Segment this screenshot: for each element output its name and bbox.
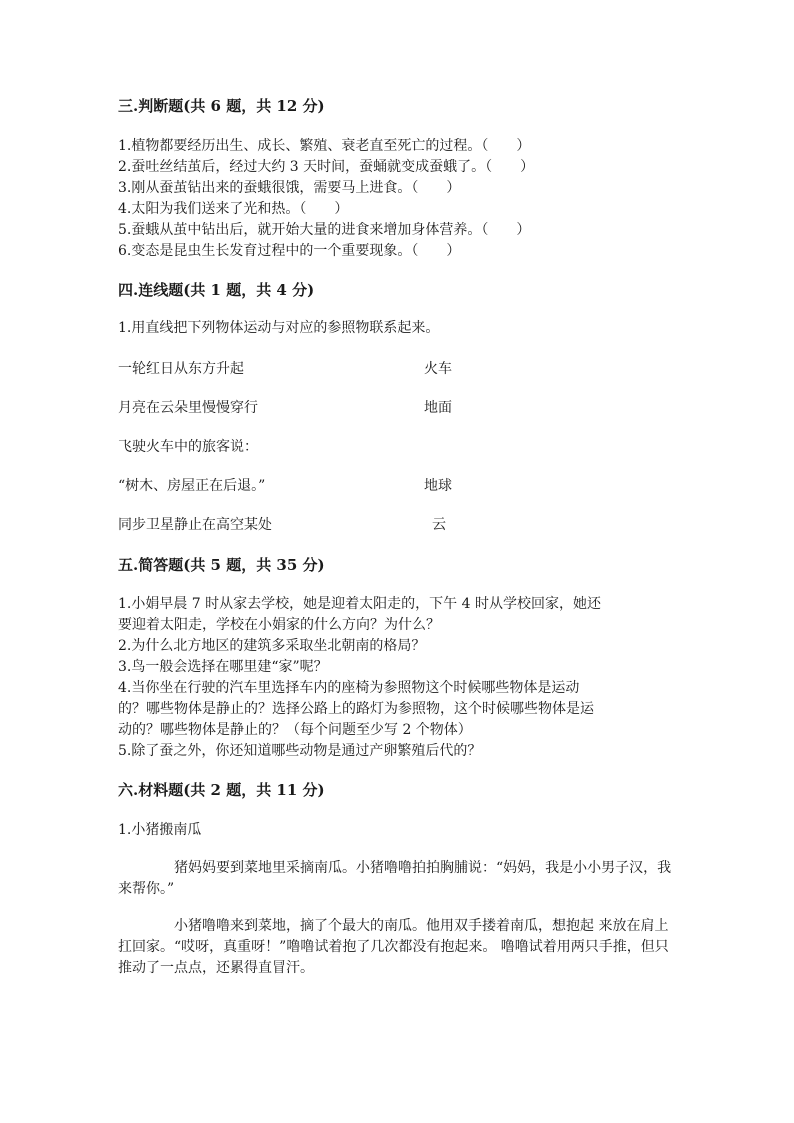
matching-right-item-2: 地面 [424, 400, 452, 416]
true-false-item-1: 1.植物都要经历出生、成长、繁殖、衰老直至死亡的过程。（ ） [118, 138, 531, 154]
true-false-item-2: 2.蚕吐丝结茧后，经过大约 3 天时间，蚕蛹就变成蚕蛾了。（ ） [118, 159, 535, 175]
matching-left-item-4: 同步卫星静止在高空某处 [118, 517, 272, 533]
short-answer-line-3: 2.为什么北方地区的建筑多采取坐北朝南的格局？ [118, 638, 426, 654]
true-false-item-4: 4.太阳为我们送来了光和热。（ ） [118, 201, 349, 217]
section-4-heading: 四.连线题(共 1 题，共 4 分) [118, 281, 315, 299]
short-answer-line-1: 1.小娟早晨 7 时从家去学校，她是迎着太阳走的，下午 4 时从学校回家，她还 [118, 596, 601, 612]
matching-right-item-1: 火车 [424, 361, 452, 377]
true-false-item-5: 5.蚕蛾从茧中钻出后，就开始大量的进食来增加身体营养。（ ） [118, 222, 531, 238]
matching-question: 1.用直线把下列物体运动与对应的参照物联系起来。 [118, 320, 440, 336]
matching-left-item-3: 飞驶火车中的旅客说： [118, 439, 258, 455]
short-answer-line-5: 4.当你坐在行驶的汽车里选择车内的座椅为参照物这个时候哪些物体是运动 [118, 680, 580, 696]
true-false-item-6: 6.变态是昆虫生长发育过程中的一个重要现象。（ ） [118, 243, 461, 259]
material-title: 1.小猪搬南瓜 [118, 822, 202, 838]
short-answer-line-2: 要迎着太阳走，学校在小娟家的什么方向？为什么？ [118, 617, 440, 633]
short-answer-line-7: 动的？哪些物体是静止的？（每个问题至少写 2 个物体） [118, 722, 472, 738]
true-false-item-3: 3.刚从蚕茧钻出来的蚕蛾很饿，需要马上进食。（ ） [118, 180, 461, 196]
short-answer-line-8: 5.除了蚕之外，你还知道哪些动物是通过产卵繁殖后代的？ [118, 743, 482, 759]
matching-left-item-1: 一轮红日从东方升起 [118, 361, 244, 377]
section-5-heading: 五.简答题(共 5 题，共 35 分) [118, 556, 325, 574]
material-paragraph-1: 猪妈妈要到菜地里采摘南瓜。小猪噜噜拍拍胸脯说：“妈妈，我是小小男子汉，我来帮你。” [118, 860, 672, 897]
section-6-heading: 六.材料题(共 2 题，共 11 分) [118, 781, 325, 799]
matching-right-item-4: 云 [432, 517, 446, 533]
material-paragraph-2: 小猪噜噜来到菜地，摘了个最大的南瓜。他用双手搂着南瓜，想抱起 来放在肩上扛回家。“哎呀，真重呀！”噜噜试着抱了几次都没有抱起来。 噜噜试着用两只手推，但只推动了一点点，还累得直冒汗。 [118, 918, 669, 976]
section-3-heading: 三.判断题(共 6 题，共 12 分) [118, 97, 325, 115]
matching-right-item-3: 地球 [424, 478, 452, 494]
matching-left-item-2: 月亮在云朵里慢慢穿行 [118, 400, 258, 416]
matching-left-item-3-quote: “树木、房屋正在后退。” [118, 478, 266, 494]
short-answer-line-6: 的？哪些物体是静止的？选择公路上的路灯为参照物，这个时候哪些物体是运 [118, 701, 594, 717]
short-answer-line-4: 3.鸟一般会选择在哪里建“家”呢？ [118, 659, 328, 675]
